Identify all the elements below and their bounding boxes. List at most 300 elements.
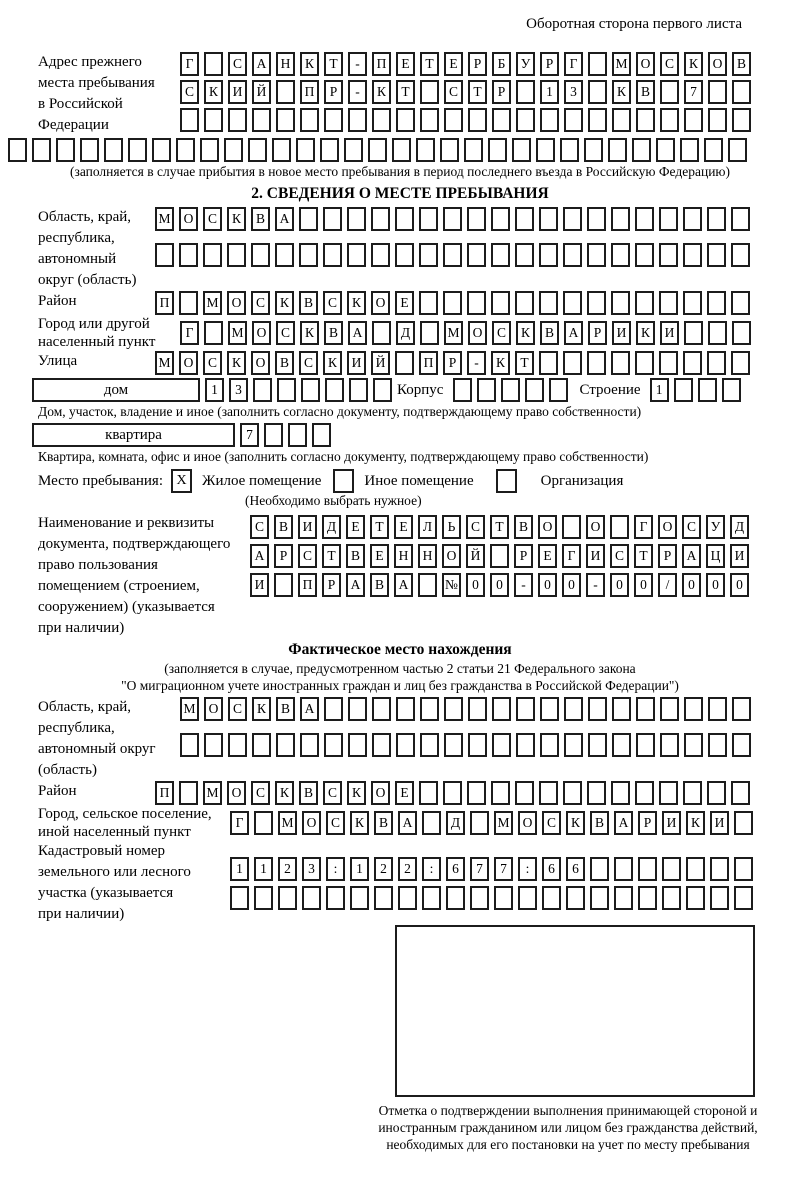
- char-cell[interactable]: 1: [350, 857, 369, 881]
- char-cell[interactable]: [563, 243, 582, 267]
- char-cell[interactable]: К: [275, 781, 294, 805]
- char-cell[interactable]: [722, 378, 741, 402]
- char-cell[interactable]: [420, 80, 439, 104]
- char-cell[interactable]: А: [398, 811, 417, 835]
- char-cell[interactable]: [708, 108, 727, 132]
- char-cell[interactable]: [464, 138, 483, 162]
- char-cell[interactable]: [590, 886, 609, 910]
- char-cell[interactable]: [204, 108, 223, 132]
- char-cell[interactable]: [516, 108, 535, 132]
- char-cell[interactable]: К: [350, 811, 369, 835]
- char-cell[interactable]: [515, 243, 534, 267]
- char-cell[interactable]: [252, 108, 271, 132]
- char-cell[interactable]: [372, 697, 391, 721]
- char-cell[interactable]: В: [374, 811, 393, 835]
- char-cell[interactable]: С: [228, 697, 247, 721]
- char-cell[interactable]: Р: [443, 351, 462, 375]
- char-cell[interactable]: 0: [682, 573, 701, 597]
- char-cell[interactable]: [632, 138, 651, 162]
- char-cell[interactable]: [254, 811, 273, 835]
- char-cell[interactable]: Г: [564, 52, 583, 76]
- char-cell[interactable]: А: [250, 544, 269, 568]
- char-cell[interactable]: Е: [444, 52, 463, 76]
- char-cell[interactable]: Д: [446, 811, 465, 835]
- char-cell[interactable]: [562, 515, 581, 539]
- char-cell[interactable]: [549, 378, 568, 402]
- char-cell[interactable]: В: [636, 80, 655, 104]
- char-cell[interactable]: [710, 886, 729, 910]
- char-cell[interactable]: [732, 733, 751, 757]
- char-cell[interactable]: [539, 351, 558, 375]
- char-cell[interactable]: К: [300, 321, 319, 345]
- char-cell[interactable]: С: [323, 291, 342, 315]
- char-cell[interactable]: О: [518, 811, 537, 835]
- char-cell[interactable]: :: [518, 857, 537, 881]
- char-cell[interactable]: [680, 138, 699, 162]
- char-cell[interactable]: И: [662, 811, 681, 835]
- char-cell[interactable]: 0: [730, 573, 749, 597]
- char-cell[interactable]: 2: [278, 857, 297, 881]
- char-cell[interactable]: [320, 138, 339, 162]
- char-cell[interactable]: [707, 781, 726, 805]
- char-cell[interactable]: [683, 291, 702, 315]
- char-cell[interactable]: [56, 138, 75, 162]
- char-cell[interactable]: [418, 573, 437, 597]
- char-cell[interactable]: [349, 378, 368, 402]
- char-cell[interactable]: И: [730, 544, 749, 568]
- char-cell[interactable]: [176, 138, 195, 162]
- char-cell[interactable]: М: [444, 321, 463, 345]
- char-cell[interactable]: С: [203, 207, 222, 231]
- char-cell[interactable]: О: [442, 544, 461, 568]
- char-cell[interactable]: П: [372, 52, 391, 76]
- char-cell[interactable]: [512, 138, 531, 162]
- char-cell[interactable]: [490, 544, 509, 568]
- char-cell[interactable]: К: [204, 80, 223, 104]
- char-cell[interactable]: О: [371, 781, 390, 805]
- char-cell[interactable]: О: [227, 291, 246, 315]
- char-cell[interactable]: [731, 781, 750, 805]
- char-cell[interactable]: [104, 138, 123, 162]
- char-cell[interactable]: [444, 697, 463, 721]
- char-cell[interactable]: [588, 80, 607, 104]
- char-cell[interactable]: [371, 207, 390, 231]
- char-cell[interactable]: [611, 351, 630, 375]
- char-cell[interactable]: 6: [566, 857, 585, 881]
- char-cell[interactable]: О: [658, 515, 677, 539]
- char-cell[interactable]: [368, 138, 387, 162]
- char-cell[interactable]: [708, 733, 727, 757]
- char-cell[interactable]: [302, 886, 321, 910]
- char-cell[interactable]: [230, 886, 249, 910]
- char-cell[interactable]: 7: [240, 423, 259, 447]
- char-cell[interactable]: [732, 108, 751, 132]
- char-cell[interactable]: [707, 243, 726, 267]
- char-cell[interactable]: [732, 80, 751, 104]
- char-cell[interactable]: К: [372, 80, 391, 104]
- house-field-box[interactable]: дом: [32, 378, 200, 402]
- char-cell[interactable]: [80, 138, 99, 162]
- char-cell[interactable]: [731, 207, 750, 231]
- char-cell[interactable]: /: [658, 573, 677, 597]
- char-cell[interactable]: О: [708, 52, 727, 76]
- char-cell[interactable]: М: [155, 207, 174, 231]
- char-cell[interactable]: Н: [394, 544, 413, 568]
- char-cell[interactable]: Г: [634, 515, 653, 539]
- char-cell[interactable]: К: [227, 207, 246, 231]
- char-cell[interactable]: [470, 811, 489, 835]
- char-cell[interactable]: Т: [322, 544, 341, 568]
- char-cell[interactable]: [611, 291, 630, 315]
- char-cell[interactable]: [491, 291, 510, 315]
- char-cell[interactable]: [323, 243, 342, 267]
- char-cell[interactable]: М: [203, 291, 222, 315]
- char-cell[interactable]: [564, 108, 583, 132]
- char-cell[interactable]: [348, 733, 367, 757]
- char-cell[interactable]: [608, 138, 627, 162]
- char-cell[interactable]: [660, 697, 679, 721]
- char-cell[interactable]: К: [612, 80, 631, 104]
- char-cell[interactable]: [347, 243, 366, 267]
- char-cell[interactable]: [660, 733, 679, 757]
- char-cell[interactable]: 0: [706, 573, 725, 597]
- char-cell[interactable]: Е: [538, 544, 557, 568]
- char-cell[interactable]: [155, 243, 174, 267]
- char-cell[interactable]: [419, 781, 438, 805]
- char-cell[interactable]: [440, 138, 459, 162]
- char-cell[interactable]: 2: [398, 857, 417, 881]
- char-cell[interactable]: [636, 697, 655, 721]
- char-cell[interactable]: [492, 697, 511, 721]
- char-cell[interactable]: Р: [658, 544, 677, 568]
- char-cell[interactable]: [542, 886, 561, 910]
- char-cell[interactable]: [204, 321, 223, 345]
- char-cell[interactable]: [276, 108, 295, 132]
- char-cell[interactable]: [324, 108, 343, 132]
- char-cell[interactable]: Р: [492, 80, 511, 104]
- char-cell[interactable]: [179, 781, 198, 805]
- char-cell[interactable]: [612, 108, 631, 132]
- char-cell[interactable]: -: [467, 351, 486, 375]
- char-cell[interactable]: О: [586, 515, 605, 539]
- char-cell[interactable]: 3: [229, 378, 248, 402]
- char-cell[interactable]: О: [302, 811, 321, 835]
- checkbox-other[interactable]: [333, 469, 354, 493]
- char-cell[interactable]: [734, 886, 753, 910]
- char-cell[interactable]: А: [682, 544, 701, 568]
- char-cell[interactable]: [372, 108, 391, 132]
- char-cell[interactable]: Д: [730, 515, 749, 539]
- char-cell[interactable]: Н: [418, 544, 437, 568]
- char-cell[interactable]: [468, 697, 487, 721]
- char-cell[interactable]: [253, 378, 272, 402]
- char-cell[interactable]: В: [251, 207, 270, 231]
- char-cell[interactable]: В: [275, 351, 294, 375]
- char-cell[interactable]: [396, 108, 415, 132]
- checkbox-living[interactable]: X: [171, 469, 192, 493]
- char-cell[interactable]: 2: [374, 857, 393, 881]
- char-cell[interactable]: И: [298, 515, 317, 539]
- char-cell[interactable]: Р: [514, 544, 533, 568]
- char-cell[interactable]: [707, 207, 726, 231]
- char-cell[interactable]: [587, 291, 606, 315]
- char-cell[interactable]: [707, 291, 726, 315]
- char-cell[interactable]: Г: [180, 52, 199, 76]
- char-cell[interactable]: [614, 886, 633, 910]
- char-cell[interactable]: [179, 291, 198, 315]
- char-cell[interactable]: Г: [562, 544, 581, 568]
- char-cell[interactable]: [515, 781, 534, 805]
- char-cell[interactable]: [734, 857, 753, 881]
- char-cell[interactable]: Б: [492, 52, 511, 76]
- char-cell[interactable]: А: [252, 52, 271, 76]
- char-cell[interactable]: [731, 243, 750, 267]
- char-cell[interactable]: О: [179, 207, 198, 231]
- char-cell[interactable]: [468, 108, 487, 132]
- char-cell[interactable]: Т: [370, 515, 389, 539]
- char-cell[interactable]: 0: [466, 573, 485, 597]
- char-cell[interactable]: С: [298, 544, 317, 568]
- char-cell[interactable]: [584, 138, 603, 162]
- char-cell[interactable]: [224, 138, 243, 162]
- char-cell[interactable]: [494, 886, 513, 910]
- char-cell[interactable]: Е: [394, 515, 413, 539]
- char-cell[interactable]: 3: [564, 80, 583, 104]
- char-cell[interactable]: К: [347, 781, 366, 805]
- char-cell[interactable]: [662, 857, 681, 881]
- char-cell[interactable]: [539, 243, 558, 267]
- char-cell[interactable]: [128, 138, 147, 162]
- char-cell[interactable]: В: [732, 52, 751, 76]
- char-cell[interactable]: [372, 733, 391, 757]
- char-cell[interactable]: [204, 52, 223, 76]
- char-cell[interactable]: [477, 378, 496, 402]
- char-cell[interactable]: Й: [466, 544, 485, 568]
- char-cell[interactable]: [611, 781, 630, 805]
- char-cell[interactable]: [539, 781, 558, 805]
- char-cell[interactable]: [708, 697, 727, 721]
- char-cell[interactable]: [516, 697, 535, 721]
- char-cell[interactable]: [348, 697, 367, 721]
- char-cell[interactable]: [612, 697, 631, 721]
- char-cell[interactable]: И: [710, 811, 729, 835]
- char-cell[interactable]: [324, 697, 343, 721]
- char-cell[interactable]: [348, 108, 367, 132]
- char-cell[interactable]: [420, 697, 439, 721]
- char-cell[interactable]: Е: [396, 52, 415, 76]
- char-cell[interactable]: [611, 243, 630, 267]
- char-cell[interactable]: [204, 733, 223, 757]
- char-cell[interactable]: [732, 321, 751, 345]
- char-cell[interactable]: [395, 243, 414, 267]
- char-cell[interactable]: [419, 291, 438, 315]
- char-cell[interactable]: [704, 138, 723, 162]
- char-cell[interactable]: М: [278, 811, 297, 835]
- char-cell[interactable]: [566, 886, 585, 910]
- char-cell[interactable]: [635, 351, 654, 375]
- char-cell[interactable]: -: [348, 52, 367, 76]
- char-cell[interactable]: [420, 108, 439, 132]
- char-cell[interactable]: О: [636, 52, 655, 76]
- char-cell[interactable]: С: [251, 781, 270, 805]
- char-cell[interactable]: Т: [490, 515, 509, 539]
- char-cell[interactable]: А: [394, 573, 413, 597]
- char-cell[interactable]: [251, 243, 270, 267]
- char-cell[interactable]: [728, 138, 747, 162]
- char-cell[interactable]: [564, 733, 583, 757]
- char-cell[interactable]: [325, 378, 344, 402]
- char-cell[interactable]: [372, 321, 391, 345]
- char-cell[interactable]: [470, 886, 489, 910]
- char-cell[interactable]: [659, 243, 678, 267]
- char-cell[interactable]: С: [444, 80, 463, 104]
- char-cell[interactable]: О: [179, 351, 198, 375]
- char-cell[interactable]: К: [252, 697, 271, 721]
- char-cell[interactable]: [587, 243, 606, 267]
- char-cell[interactable]: -: [348, 80, 367, 104]
- char-cell[interactable]: Т: [468, 80, 487, 104]
- char-cell[interactable]: В: [276, 697, 295, 721]
- checkbox-organization[interactable]: [496, 469, 517, 493]
- char-cell[interactable]: [588, 108, 607, 132]
- char-cell[interactable]: [300, 733, 319, 757]
- char-cell[interactable]: [467, 781, 486, 805]
- char-cell[interactable]: [395, 351, 414, 375]
- char-cell[interactable]: [731, 291, 750, 315]
- char-cell[interactable]: [491, 207, 510, 231]
- char-cell[interactable]: [492, 733, 511, 757]
- char-cell[interactable]: [588, 697, 607, 721]
- char-cell[interactable]: [611, 207, 630, 231]
- char-cell[interactable]: М: [612, 52, 631, 76]
- char-cell[interactable]: А: [348, 321, 367, 345]
- char-cell[interactable]: [563, 351, 582, 375]
- char-cell[interactable]: В: [346, 544, 365, 568]
- char-cell[interactable]: В: [274, 515, 293, 539]
- char-cell[interactable]: А: [346, 573, 365, 597]
- char-cell[interactable]: [635, 291, 654, 315]
- char-cell[interactable]: П: [155, 291, 174, 315]
- char-cell[interactable]: К: [347, 291, 366, 315]
- char-cell[interactable]: [588, 733, 607, 757]
- char-cell[interactable]: [444, 108, 463, 132]
- char-cell[interactable]: [636, 108, 655, 132]
- char-cell[interactable]: [659, 207, 678, 231]
- char-cell[interactable]: Е: [395, 291, 414, 315]
- char-cell[interactable]: [288, 423, 307, 447]
- char-cell[interactable]: [444, 733, 463, 757]
- char-cell[interactable]: 1: [205, 378, 224, 402]
- char-cell[interactable]: [734, 811, 753, 835]
- char-cell[interactable]: :: [422, 857, 441, 881]
- char-cell[interactable]: [443, 781, 462, 805]
- char-cell[interactable]: Р: [322, 573, 341, 597]
- char-cell[interactable]: [396, 733, 415, 757]
- char-cell[interactable]: П: [298, 573, 317, 597]
- char-cell[interactable]: [312, 423, 331, 447]
- char-cell[interactable]: А: [300, 697, 319, 721]
- char-cell[interactable]: [501, 378, 520, 402]
- char-cell[interactable]: Р: [638, 811, 657, 835]
- char-cell[interactable]: [674, 378, 693, 402]
- char-cell[interactable]: [659, 351, 678, 375]
- char-cell[interactable]: С: [180, 80, 199, 104]
- char-cell[interactable]: [374, 886, 393, 910]
- char-cell[interactable]: [416, 138, 435, 162]
- char-cell[interactable]: О: [371, 291, 390, 315]
- char-cell[interactable]: [323, 207, 342, 231]
- char-cell[interactable]: [228, 733, 247, 757]
- char-cell[interactable]: И: [228, 80, 247, 104]
- char-cell[interactable]: [684, 733, 703, 757]
- char-cell[interactable]: [518, 886, 537, 910]
- char-cell[interactable]: 1: [254, 857, 273, 881]
- char-cell[interactable]: [350, 886, 369, 910]
- char-cell[interactable]: Т: [420, 52, 439, 76]
- char-cell[interactable]: Р: [324, 80, 343, 104]
- char-cell[interactable]: [422, 886, 441, 910]
- char-cell[interactable]: [656, 138, 675, 162]
- char-cell[interactable]: И: [586, 544, 605, 568]
- char-cell[interactable]: [491, 243, 510, 267]
- char-cell[interactable]: Ь: [442, 515, 461, 539]
- char-cell[interactable]: 1: [540, 80, 559, 104]
- char-cell[interactable]: [324, 733, 343, 757]
- char-cell[interactable]: [252, 733, 271, 757]
- char-cell[interactable]: [180, 733, 199, 757]
- char-cell[interactable]: У: [516, 52, 535, 76]
- char-cell[interactable]: [420, 321, 439, 345]
- char-cell[interactable]: [344, 138, 363, 162]
- char-cell[interactable]: [587, 781, 606, 805]
- char-cell[interactable]: [467, 291, 486, 315]
- char-cell[interactable]: [588, 52, 607, 76]
- char-cell[interactable]: Т: [634, 544, 653, 568]
- char-cell[interactable]: В: [370, 573, 389, 597]
- char-cell[interactable]: [536, 138, 555, 162]
- char-cell[interactable]: Е: [395, 781, 414, 805]
- char-cell[interactable]: [179, 243, 198, 267]
- char-cell[interactable]: Н: [276, 52, 295, 76]
- char-cell[interactable]: С: [492, 321, 511, 345]
- char-cell[interactable]: [659, 781, 678, 805]
- char-cell[interactable]: К: [300, 52, 319, 76]
- char-cell[interactable]: [254, 886, 273, 910]
- char-cell[interactable]: Ц: [706, 544, 725, 568]
- char-cell[interactable]: [539, 207, 558, 231]
- char-cell[interactable]: [443, 207, 462, 231]
- char-cell[interactable]: [443, 243, 462, 267]
- char-cell[interactable]: Й: [252, 80, 271, 104]
- char-cell[interactable]: [708, 321, 727, 345]
- char-cell[interactable]: [698, 378, 717, 402]
- char-cell[interactable]: И: [250, 573, 269, 597]
- char-cell[interactable]: С: [682, 515, 701, 539]
- char-cell[interactable]: [419, 207, 438, 231]
- char-cell[interactable]: К: [686, 811, 705, 835]
- char-cell[interactable]: [443, 291, 462, 315]
- char-cell[interactable]: [587, 207, 606, 231]
- char-cell[interactable]: 3: [302, 857, 321, 881]
- char-cell[interactable]: [152, 138, 171, 162]
- char-cell[interactable]: [610, 515, 629, 539]
- char-cell[interactable]: Л: [418, 515, 437, 539]
- char-cell[interactable]: 6: [542, 857, 561, 881]
- char-cell[interactable]: [347, 207, 366, 231]
- char-cell[interactable]: М: [155, 351, 174, 375]
- char-cell[interactable]: [539, 291, 558, 315]
- char-cell[interactable]: Т: [515, 351, 534, 375]
